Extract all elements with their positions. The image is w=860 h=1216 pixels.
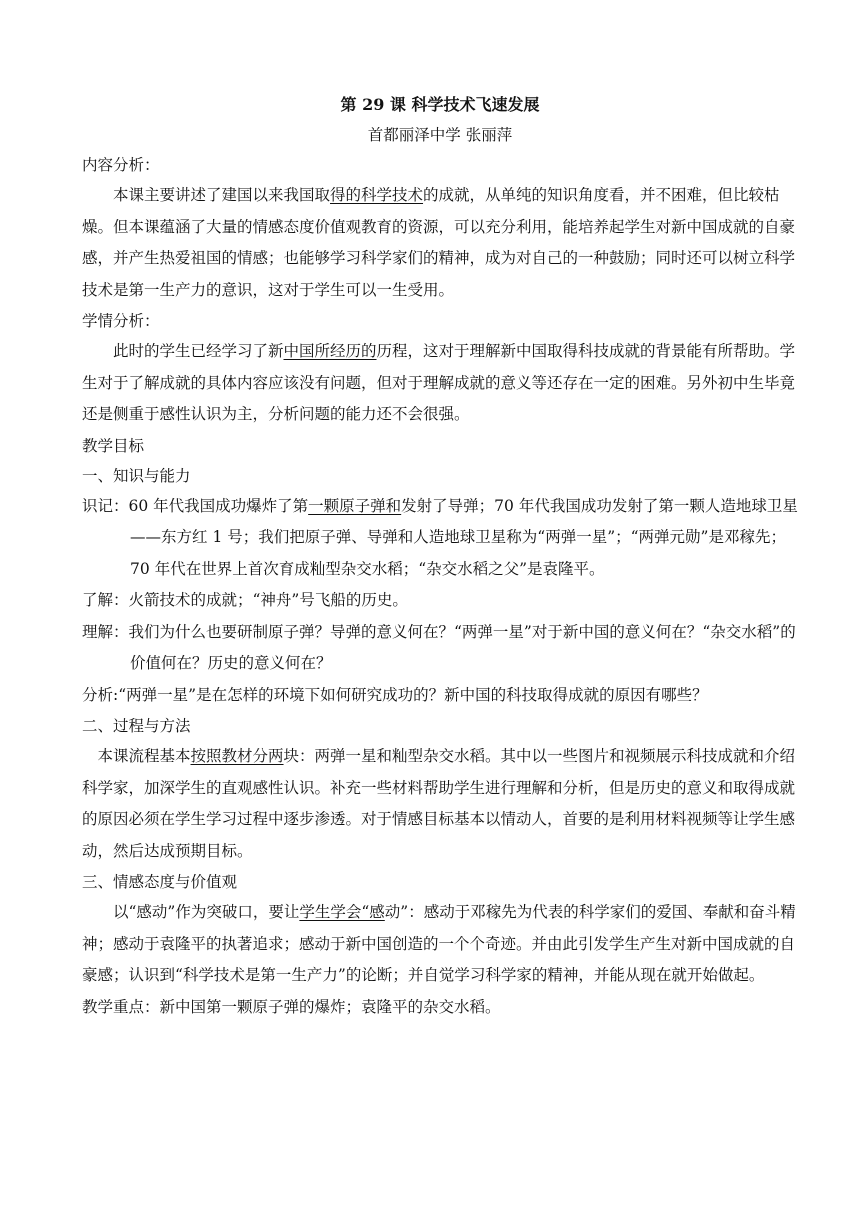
section-knowledge-heading: 一、知识与能力 xyxy=(82,466,191,485)
know-item: 了解：火箭技术的成就；“神舟”号飞船的历史。 xyxy=(82,591,408,609)
text-run: 发射了导弹；70 年代我国成功发射了第一颗人造地球卫星——东方红 1 号；我们把原子弹、导弹和人造地球卫星称为“两弹一星”；“两弹元勋”是邓稼先；70 年代在世界上首次育成籼型杂交水稻；“杂交水稻之父”是袁隆平。 xyxy=(130,496,798,578)
document-page xyxy=(82,90,798,1022)
goals-heading: 教学目标 xyxy=(82,436,145,455)
underlined-text: 一颗原子弹和 xyxy=(308,496,402,515)
student-analysis-paragraph xyxy=(82,336,798,431)
underlined-text: 得的科学技术 xyxy=(330,186,424,204)
text-run: 本课主要讲述了建国以来我国取 xyxy=(113,186,331,204)
section-process-heading: 二、过程与方法 xyxy=(82,717,191,735)
lesson-title: 第 29 课 科学技术飞速发展 xyxy=(340,95,540,114)
text-run: 历程，这对于理解新中国取得科技成就的背景能有所帮助。学生对于了解成就的具体内容应该没有问题，但对于理解成就的意义等还存在一定的困难。另外初中生毕竟还是侧重于感性认识为主，分析问题的能力还不会很强。 xyxy=(82,342,796,423)
underlined-text: 按照教材分两 xyxy=(190,747,284,765)
text-run: 的成就，从单纯的知识角度看，并不困难，但比较枯燥。但本课蕴涵了大量的情感态度价值观教育的资源，可以充分利用，能培养起学生对新中国成就的自豪感，并产生热爱祖国的情感；也能够学习科学家们的精神，成为对自己的一种鼓励；同时还可以树立科学技术是第一生产力的意识，这对于学生可以一生受用。 xyxy=(82,186,796,299)
text-run: 以“感动”作为突破口，要让 xyxy=(113,903,300,921)
section-emotion-heading: 三、情感态度与价值观 xyxy=(82,873,238,891)
process-paragraph xyxy=(82,741,798,867)
underlined-text: 学生学会“感 xyxy=(299,903,385,921)
student-analysis-heading: 学情分析： xyxy=(82,312,160,330)
text-run: 识记：60 年代我国成功爆炸了第 xyxy=(82,496,309,515)
content-analysis-paragraph xyxy=(82,180,798,306)
emotion-paragraph xyxy=(82,897,798,992)
underlined-text: 中国所经历的 xyxy=(283,342,377,360)
text-run: 动”：感动于邓稼先为代表的科学家们的爱国、奉献和奋斗精神；感动于袁隆平的执著追求；感动于新中国创造的一个个奇迹。并由此引发学生产生对新中国成就的自豪感；认识到“科学技术是第一生产力”的论断；并自觉学习科学家的精神，并能从现在就开始做起。 xyxy=(82,903,796,984)
analyze-item: 分析:“两弹一星”是在怎样的环境下如何研究成功的？新中国的科技取得成就的原因有哪些？ xyxy=(82,685,708,704)
text-run: 此时的学生已经学习了新 xyxy=(113,342,284,360)
text-run: 本课流程基本 xyxy=(97,747,191,765)
text-run: 块：两弹一星和籼型杂交水稻。其中以一些图片和视频展示科技成就和介绍科学家，加深学生的直观感性认识。补充一些材料帮助学生进行理解和分析，但是历史的意义和取得成就的原因必须在学生学习过程中逐步渗透。对于情感目标基本以情动人，首要的是利用材料视频等让学生感动，然后达成预期目标。 xyxy=(82,747,796,860)
author-line: 首都丽泽中学 张丽萍 xyxy=(367,126,513,144)
understand-item: 理解：我们为什么也要研制原子弹？导弹的意义何在？“两弹一星”对于新中国的意义何在？“杂交水稻”的价值何在？历史的意义何在？ xyxy=(82,622,796,672)
recall-item xyxy=(82,491,798,586)
content-analysis-heading: 内容分析： xyxy=(82,156,160,174)
teaching-focus: 教学重点：新中国第一颗原子弹的爆炸；袁隆平的杂交水稻。 xyxy=(82,997,501,1016)
